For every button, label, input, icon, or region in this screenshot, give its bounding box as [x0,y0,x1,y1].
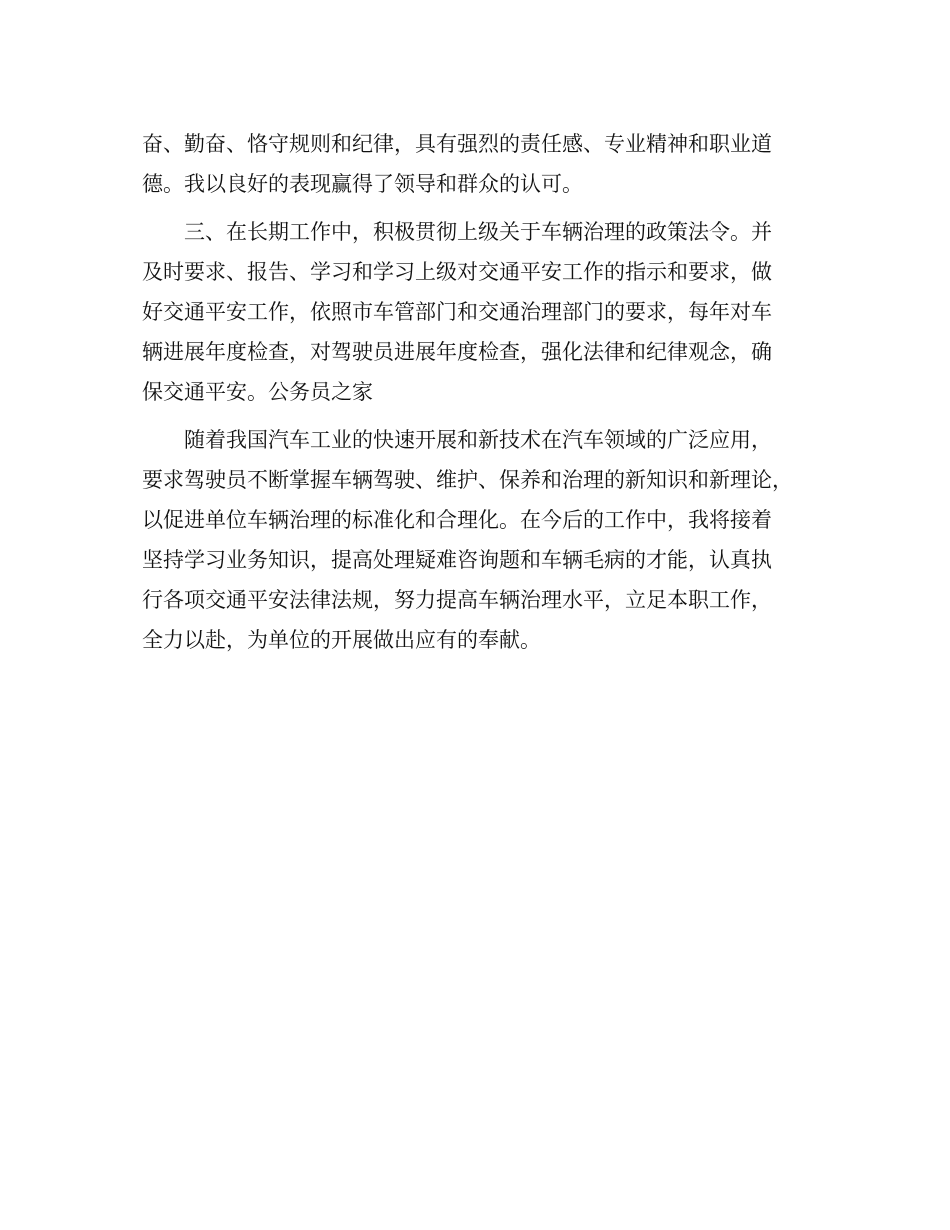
text-line: 德。我以良好的表现赢得了领导和群众的认可。 [142,172,583,196]
text-line: 以促进单位车辆治理的标准化和合理化。在今后的工作中，我将接着 [142,508,772,532]
text-line: 奋、勤奋、恪守规则和纪律，具有强烈的责任感、专业精神和职业道 [142,132,772,156]
paragraph-3 [142,420,832,660]
paragraph-2 [142,212,832,412]
text-line: 坚持学习业务知识，提高处理疑难咨询题和车辆毛病的才能，认真执 [142,548,772,572]
text-line: 随着我国汽车工业的快速开展和新技术在汽车领域的广泛应用， [184,428,772,452]
text-line: 辆进展年度检查，对驾驶员进展年度检查，强化法律和纪律观念，确 [142,340,772,364]
text-line: 及时要求、报告、学习和学习上级对交通平安工作的指示和要求，做 [142,260,772,284]
text-line: 全力以赴，为单位的开展做出应有的奉献。 [142,628,541,652]
text-line: 要求驾驶员不断掌握车辆驾驶、维护、保养和治理的新知识和新理论， [142,468,793,492]
paragraph-gap [142,412,832,420]
text-line: 行各项交通平安法律法规，努力提高车辆治理水平，立足本职工作， [142,588,772,612]
text-line: 保交通平安。公务员之家 [142,380,373,404]
text-line: 好交通平安工作，依照市车管部门和交通治理部门的要求，每年对车 [142,300,772,324]
text-line: 三、在长期工作中，积极贯彻上级关于车辆治理的政策法令。并 [184,220,772,244]
paragraph-gap [142,204,832,212]
paragraph-1 [142,124,832,204]
document-body [142,124,832,660]
